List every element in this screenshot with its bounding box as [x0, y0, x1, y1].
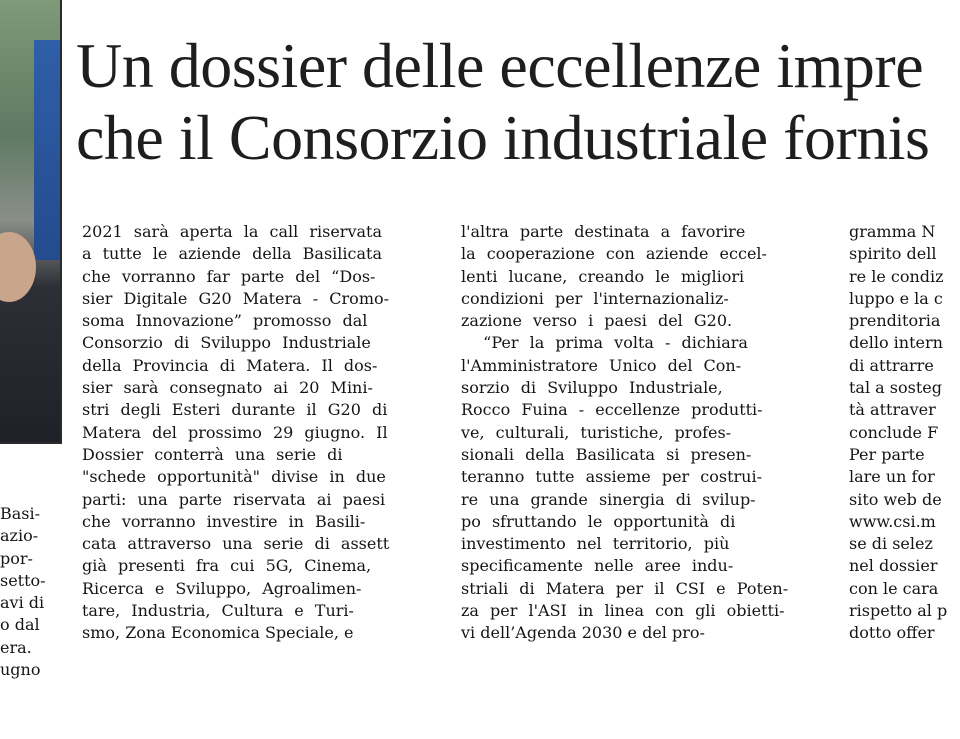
text-line: sier Digitale G20 Matera - Cromo- [82, 288, 390, 308]
text-line: setto- [0, 570, 46, 590]
text-line: se di selez [849, 534, 933, 554]
text-line: lenti lucane, creando le migliori [461, 266, 745, 286]
text-line: re una grande sinergia di svilup- [461, 489, 756, 509]
text-line: gramma N [849, 222, 936, 241]
text-line: sier sarà consegnato ai 20 Mini- [82, 378, 373, 398]
text-line: la cooperazione con aziende eccel- [461, 244, 767, 264]
text-line: dotto offer [849, 623, 935, 643]
headline-line-2: che il Consorzio industriale fornis [76, 102, 930, 173]
text-line: che vorranno far parte del “Dos- [82, 266, 376, 286]
text-line: investimento nel territorio, più [461, 534, 730, 554]
text-line: lare un for [849, 467, 935, 487]
text-line: o dal [0, 615, 40, 635]
text-column-1 [82, 221, 389, 645]
text-line: Basi- [0, 504, 41, 523]
text-line: parti: una parte riservata ai paesi [82, 489, 386, 509]
text-line: Rocco Fuina - eccellenze produtti- [461, 400, 763, 420]
text-line: già presenti fra cui 5G, Cinema, [82, 556, 372, 576]
text-line: vi dell’Agenda 2030 e del pro- [461, 623, 705, 643]
text-line: Matera del prossimo 29 giugno. Il [82, 422, 388, 442]
text-line: prenditoria [849, 311, 941, 331]
text-line: azio- [0, 526, 39, 546]
text-line: a tutte le aziende della Basilicata [82, 244, 382, 264]
text-line: Ricerca e Sviluppo, Agroalimen- [82, 578, 362, 598]
text-line: zazione verso i paesi del G20. [461, 311, 733, 331]
text-line: spirito dell [849, 244, 937, 264]
text-line: striali di Matera per il CSI e Poten- [461, 578, 789, 598]
text-line: nel dossier [849, 556, 938, 576]
text-column-left-fragment [0, 503, 46, 681]
text-line: Dossier conterrà una serie di [82, 444, 343, 464]
text-line: era. [0, 637, 32, 657]
text-line: luppo e la c [849, 288, 943, 308]
text-line: teranno tutte assieme per costrui- [461, 467, 762, 487]
text-line: po sfruttando le opportunità di [461, 511, 736, 531]
text-line: della Provincia di Matera. Il dos- [82, 355, 378, 375]
text-line: sito web de [849, 489, 942, 509]
text-column-2 [461, 221, 788, 645]
text-line: di attrarre [849, 355, 934, 375]
text-column-3 [849, 221, 947, 645]
text-line: “Per la prima volta - dichiara [461, 333, 748, 353]
flag-shape [34, 40, 60, 260]
text-line: specificamente nelle aree indu- [461, 556, 734, 576]
text-line: cata attraverso una serie di assett [82, 534, 390, 554]
text-line: sorzio di Sviluppo Industriale, [461, 378, 723, 398]
text-line: avi di [0, 593, 45, 613]
article-photo [0, 0, 62, 444]
person-figure [0, 232, 36, 302]
text-line: sionali della Basilicata si presen- [461, 444, 752, 464]
text-line: che vorranno investire in Basili- [82, 511, 366, 531]
text-line: "schede opportunità" divise in due [82, 467, 386, 487]
text-line: con le cara [849, 578, 939, 598]
text-line: Consorzio di Sviluppo Industriale [82, 333, 371, 353]
text-line: re le condiz [849, 266, 944, 286]
text-line: ugno [0, 660, 41, 680]
text-line: por- [0, 548, 33, 568]
text-line: stri degli Esteri durante il G20 di [82, 400, 388, 420]
text-line: Per parte [849, 444, 925, 464]
text-line: dello intern [849, 333, 943, 353]
text-line: tal a sosteg [849, 378, 942, 398]
text-line: 2021 sarà aperta la call riservata [82, 222, 382, 241]
text-line: l'Amministratore Unico del Con- [461, 355, 742, 375]
text-line: l'altra parte destinata a favorire [461, 222, 746, 241]
article-headline [76, 30, 929, 174]
text-line: tare, Industria, Cultura e Turi- [82, 601, 354, 621]
text-line: condizioni per l'internazionaliz- [461, 288, 729, 308]
text-line: www.csi.m [849, 511, 936, 531]
text-line: tà attraver [849, 400, 936, 420]
text-line: soma Innovazione” promosso dal [82, 311, 368, 331]
headline-line-1: Un dossier delle eccellenze impre [76, 30, 924, 101]
text-line: rispetto al p [849, 601, 948, 621]
text-line: za per l'ASI in linea con gli obietti- [461, 601, 785, 621]
text-line: conclude F [849, 422, 939, 442]
text-line: ve, culturali, turistiche, profes- [461, 422, 732, 442]
text-line: smo, Zona Economica Speciale, e [82, 623, 354, 643]
